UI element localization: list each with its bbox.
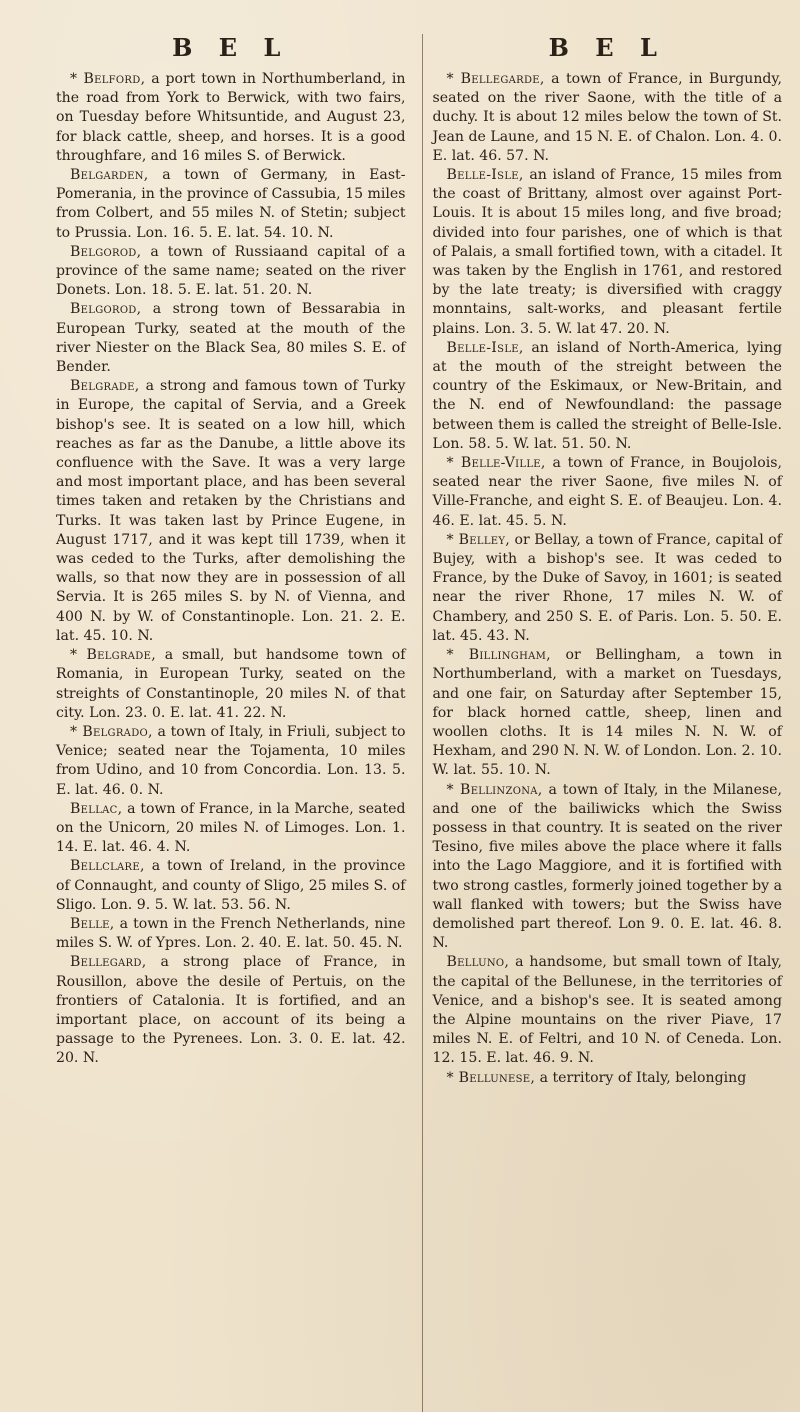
entry-belle-isle-france <box>433 166 783 339</box>
headword: Belle, <box>70 915 115 932</box>
entry-text: or Bellay, a town of France, capital of Bujey, with a bishop's see. It was ceded to France, by the Duke of Savoy, in 1601; is seated near the river Rhone, 17 miles N. W. of Chambery, and 250 S. E. of Paris. Lon. 5. 50. E. lat. 45. 43. N. <box>432 531 782 644</box>
entry-text: a town of Russiaand capital of a province of the same name; seated on the river Donets. Lon. 18. 5. E. lat. 51. 20. N. <box>56 243 406 299</box>
headword: Belle-Isle, <box>446 167 524 184</box>
headword: Bellegard, <box>70 954 147 971</box>
entry-belgarden <box>56 166 406 243</box>
left-column <box>56 34 410 1412</box>
entry-belle-isle-america <box>433 339 783 454</box>
entry-text: or Bellingham, a town in Northumberland, with a market on Tuesdays, and one fair, on Saturday after September 15, for black horned cattle, sheep, linen and woollen cloths. It is 14 miles N. N. W. of Hexham, and 290 N. N. W. of London. Lon. 2. 10. W. lat. 55. 10. N. <box>432 647 782 779</box>
headword: * Belgrado, <box>70 723 153 740</box>
entry-text: an island of North-America, lying at the mouth of the streight between the country of the Eskimaux, or New-Britain, and the N. end of Newfoundland: the passage between them is called the streight of Belle-Isle. Lon. 58. 5. W. lat. 51. 50. N. <box>432 339 782 452</box>
right-entries <box>433 70 783 1088</box>
right-column <box>422 34 783 1412</box>
entry-text: a town of Italy, in Friuli, subject to Venice; seated near the Tojamenta, 10 miles from Udino, and 10 from Concordia. Lon. 13. 5. E. lat. 46. 0. N. <box>56 723 406 798</box>
right-running-head: B E L <box>548 33 666 62</box>
entry-text: a town of France, in Boujolois, seated near the river Saone, five miles N. of Ville-Franche, and eight S. E. of Beaujeu. Lon. 4. 46. E. lat. 45. 5. N. <box>432 455 782 529</box>
headword: Belgarden, <box>70 167 149 184</box>
headword: Bellac, <box>70 800 123 817</box>
headword: * Belgrade, <box>70 647 156 664</box>
headword: Bellclare, <box>70 858 145 875</box>
entry-text: a strong town of Bessarabia in European Turky, seated at the mouth of the river Niester on the Black Sea, 80 miles S. E. of Bender. <box>56 301 406 376</box>
entry-text: a town of France, in la Marche, seated on the Unicorn, 20 miles N. of Limoges. Lon. 1. 14. E. lat. 46. 4. N. <box>56 800 406 856</box>
entry-belgorod-russia <box>56 243 406 301</box>
entry-text: a port town in Northumberland, in the road from York to Berwick, with two fairs, on Tuesday before Whitsuntide, and August 23, for black cattle, sheep, and horses. It is a good throughfare, and 16 miles S. of Berwick. <box>56 71 406 164</box>
headword: * Belle-Ville, <box>446 455 546 472</box>
entry-belgrado <box>56 723 406 800</box>
entry-belle <box>56 915 406 953</box>
headword: Belluno, <box>446 954 510 971</box>
headword: Belgorod, <box>70 243 142 260</box>
entry-text: a town of Italy, in the Milanese, and one of the bailiwicks which the Swiss possess in that country. It is seated on the river Tesino, five miles above the place where it falls into the Lago Maggiore, and it is fortified with two strong castles, formerly joined together by a wall flanked with towers; but the Swiss have demolished part thereof. Lon 9. 0. E. lat. 46. 8. N. <box>432 781 782 952</box>
entry-text: a territory of Italy, belonging <box>535 1069 747 1086</box>
headword: * Bellinzona, <box>446 781 543 798</box>
headword: * Bellegarde, <box>446 71 545 87</box>
headword: Belgorod, <box>70 301 142 318</box>
headword: Belgrade, <box>70 378 140 395</box>
entry-belle-ville <box>433 454 783 531</box>
headword: * Belley, <box>446 531 511 548</box>
headword: Belle-Isle, <box>446 339 524 356</box>
entry-belley <box>433 531 783 646</box>
entry-bellinzona <box>433 781 783 954</box>
entry-text: a small, but handsome town of Romania, in European Turky, seated on the streights of Constantinople, 20 miles N. of that city. Lon. 23. 0. E. lat. 41. 22. N. <box>56 647 406 721</box>
entry-text: a strong place of France, in Rousillon, above the desile of Pertuis, on the frontiers of Catalonia. It is fortified, and an important place, on account of its being a passage to the Pyrenees. Lon. 3. 0. E. lat. 42. 20. N. <box>56 954 406 1067</box>
headword: * Bellunese, <box>446 1069 536 1086</box>
entry-bellunese <box>433 1069 783 1088</box>
entry-belgorod-bessarabia <box>56 300 406 377</box>
headword: * Belford, <box>70 71 146 87</box>
entry-text: a town in the French Netherlands, nine miles S. W. of Ypres. Lon. 2. 40. E. lat. 50. 45. N. <box>56 915 406 952</box>
entry-belgrade-romania <box>56 646 406 723</box>
left-entries <box>56 70 406 1069</box>
two-column-layout <box>56 34 782 1412</box>
entry-bellegarde <box>433 70 783 166</box>
entry-text: a handsome, but small town of Italy, the capital of the Bellunese, in the territories of Venice, and a bishop's see. It is seated among the Alpine mountains on the river Piave, 17 miles N. E. of Feltri, and 10 N. of Ceneda. Lon. 12. 15. E. lat. 46. 9. N. <box>432 954 782 1067</box>
entry-belford <box>56 70 406 166</box>
entry-text: a town of France, in Burgundy, seated on the river Saone, with the title of a duchy. It is about 12 miles below the town of St. Jean de Laune, and 15 N. E. of Chalon. Lon. 4. 0. E. lat. 46. 57. N. <box>432 71 782 164</box>
left-running-head: B E L <box>172 33 290 62</box>
entry-text: a town of Germany, in East-Pomerania, in the province of Cassubia, 15 miles from Colbert, and 55 miles N. of Stetin; subject to Prussia. Lon. 16. 5. E. lat. 54. 10. N. <box>56 167 406 241</box>
entry-belluno <box>433 953 783 1068</box>
entry-text: an island of France, 15 miles from the coast of Brittany, almost over against Port-Louis. It is about 15 miles long, and five broad; divided into four parishes, one of which is that of Palais, a small fortified town, with a citadel. It was taken by the English in 1761, and restored by the late treaty; is diversified with craggy monntains, salt-works, and pleasant fertile plains. Lon. 3. 5. W. lat 47. 20. N. <box>432 167 782 337</box>
entry-text: a town of Ireland, in the province of Connaught, and county of Sligo, 25 miles S. of Sligo. Lon. 9. 5. W. lat. 53. 56. N. <box>56 858 406 913</box>
entry-billingham <box>433 646 783 780</box>
headword: * Billingham, <box>446 647 551 664</box>
entry-text: a strong and famous town of Turky in Europe, the capital of Servia, and a Greek bishop's see. It is seated on a low hill, which reaches as far as the Danube, a little above its confluence with the Save. It was a very large and most important place, and has been several times taken and retaken by the Christians and Turks. It was taken last by Prince Eugene, in August 1717, and it was kept till 1739, when it was ceded to the Turks, after demolishing the walls, so that now they are in possession of all Servia. It is 265 miles S. by N. of Vienna, and 400 N. by W. of Constantinople. Lon. 21. 2. E. lat. 45. 10. N. <box>56 378 406 644</box>
entry-bellac <box>56 800 406 858</box>
entry-belgrade-servia <box>56 377 406 646</box>
entry-bellclare <box>56 857 406 915</box>
entry-bellegard <box>56 953 406 1068</box>
